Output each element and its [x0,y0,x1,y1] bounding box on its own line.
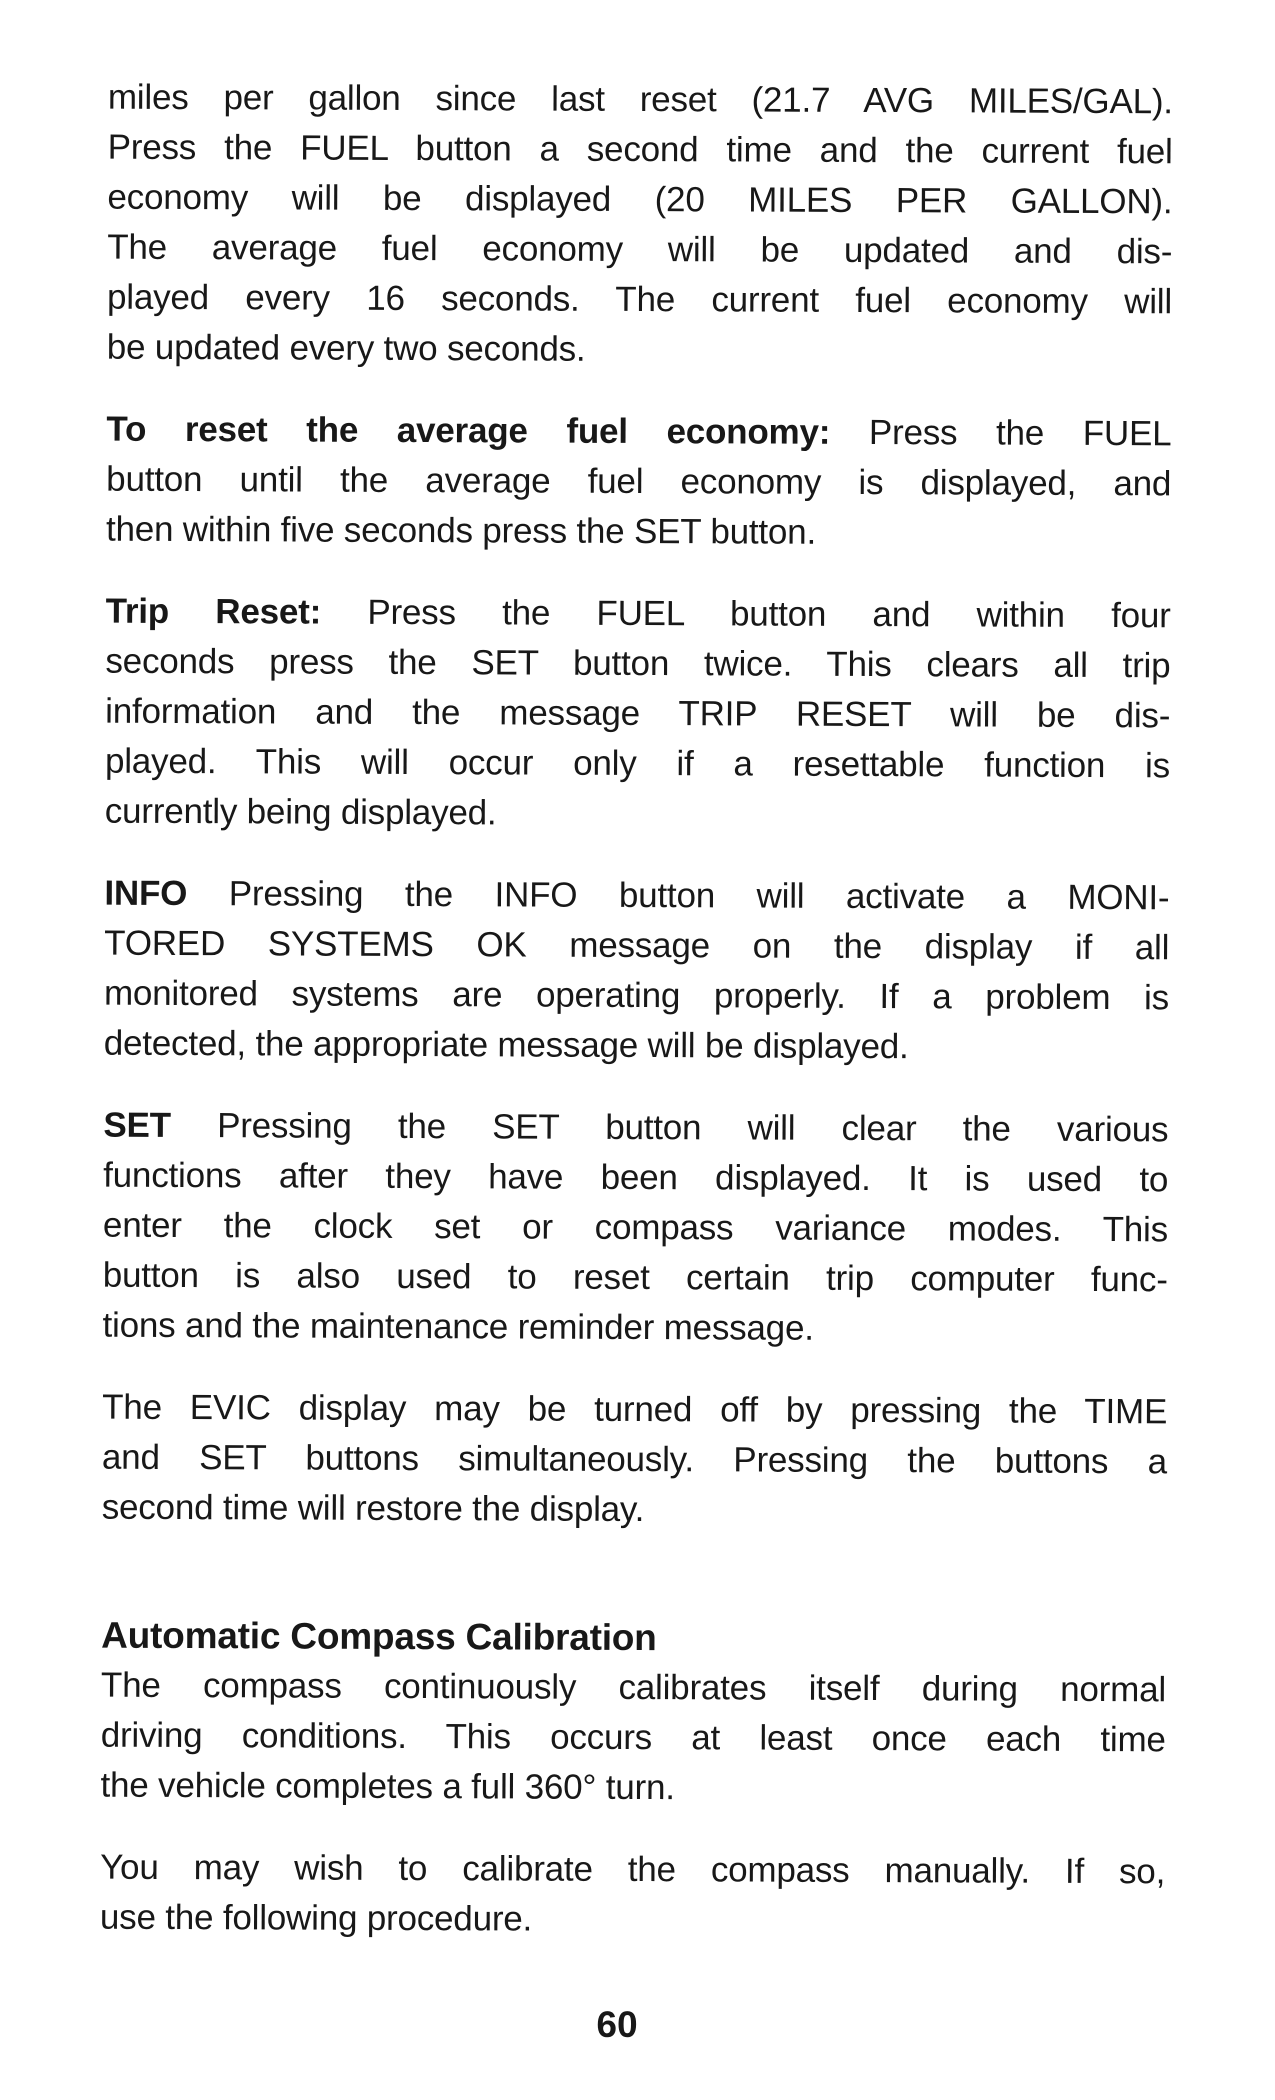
text-line: button until the average fuel economy is displayed, and [106,459,1172,504]
text-line: Press the FUEL button a second time and the current fuel [107,127,1173,172]
text-line: use the following procedure. [99,1897,533,1939]
paragraph [102,1383,1168,1538]
page-content [99,73,1173,2053]
page-number: 60 [596,2003,638,2046]
text-line: second time will restore the display. [101,1487,645,1530]
paragraph [100,1843,1165,1948]
text-line: button is also used to reset certain trip computer func- [102,1255,1168,1300]
paragraph [105,587,1171,842]
text-line: TORED SYSTEMS OK message on the display if all [104,923,1170,968]
text-line: To reset the average fuel economy: Press the FUEL [106,409,1172,454]
text-line: currently being displayed. [104,791,497,833]
text-line: functions after they have been displayed. It is used to [103,1155,1169,1200]
bold-lead: Trip Reset: [105,591,322,632]
paragraph [107,73,1173,378]
paragraph [106,405,1172,560]
paragraph [102,1101,1168,1356]
text-line: seconds press the SET button twice. This clears all trip [105,641,1171,686]
text-line: You may wish to calibrate the compass manually. If so, [100,1847,1166,1892]
text-line: driving conditions. This occurs at least once each time [100,1715,1166,1760]
paragraph [104,869,1170,1074]
text-line: economy will be displayed (20 MILES PER GALLON). [107,177,1173,222]
text-line: The EVIC display may be turned off by pressing the TIME [102,1387,1168,1432]
section-heading: Automatic Compass Calibration [101,1614,657,1659]
text-line: The compass continuously calibrates itself during normal [100,1665,1167,1710]
text-line: information and the message TRIP RESET will be dis- [105,691,1171,736]
bold-lead: INFO [104,873,188,914]
text-line: The average fuel economy will be updated and dis- [107,227,1173,272]
text-line: enter the clock set or compass variance modes. This [102,1205,1169,1250]
bold-lead: SET [103,1105,171,1145]
text-line: SET Pressing the SET button will clear the various [103,1105,1169,1150]
text-line: the vehicle completes a full 360° turn. [100,1765,675,1808]
paragraph [100,1661,1166,1816]
text-line: detected, the appropriate message will be displayed. [103,1023,909,1067]
text-line: played every 16 seconds. The current fuel economy will [106,277,1173,322]
text-line: monitored systems are operating properly. If a problem is [103,973,1170,1018]
text-line: miles per gallon since last reset (21.7 AVG MILES/GAL). [107,77,1173,122]
bold-lead: To reset the average fuel economy: [106,409,831,452]
text-line: be updated every two seconds. [106,327,586,369]
text-line: played. This will occur only if a resettable function is [104,741,1171,786]
text-line: Trip Reset: Press the FUEL button and within four [105,591,1171,636]
text-line: then within five seconds press the SET button. [105,509,817,552]
text-line: and SET buttons simultaneously. Pressing the buttons a [101,1437,1168,1482]
text-line: tions and the maintenance reminder message. [102,1305,814,1348]
text-line: INFO Pressing the INFO button will activate a MONI- [104,873,1170,918]
